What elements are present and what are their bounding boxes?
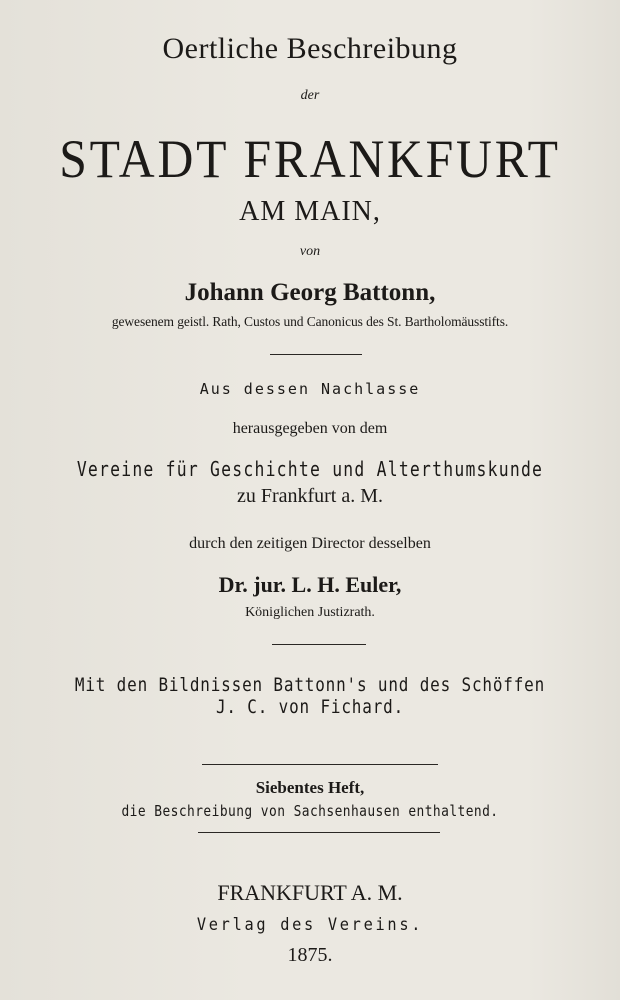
volume-number: Siebentes Heft, (255, 778, 365, 797)
portraits-line-1: Mit den Bildnissen Battonn's und des Schöffen (74, 674, 546, 696)
by-word: von (299, 244, 321, 259)
divider-3 (202, 764, 438, 765)
society-line-2: zu Frankfurt a. M. (236, 485, 384, 507)
editor-name: Dr. jur. L. H. Euler, (218, 572, 402, 597)
imprint-place: FRANKFURT A. M. (217, 880, 403, 905)
imprint-year: 1875. (287, 944, 333, 966)
editor-title: Königlichen Justizrath. (245, 605, 375, 620)
society-line-1: Vereine für Geschichte und Alterthumskunde (76, 457, 544, 481)
divider-4 (198, 832, 440, 833)
title-city: STADT FRANKFURT (59, 129, 561, 189)
published-by-line: herausgegeben von dem (232, 420, 388, 437)
volume-description: die Beschreibung von Sachsenhausen enthaltend. (121, 802, 499, 820)
director-intro: durch den zeitigen Director desselben (189, 535, 431, 552)
author-name: Johann Georg Battonn, (184, 279, 436, 306)
imprint-publisher: Verlag des Vereins. (196, 915, 424, 935)
title-river: AM MAIN, (239, 196, 381, 227)
author-description: gewesenem geistl. Rath, Custos und Canonicus des St. Bartholomäusstifts. (111, 314, 509, 329)
title-der: der (300, 88, 320, 103)
posthumous-line: Aus dessen Nachlasse (199, 380, 421, 398)
divider-1 (270, 354, 362, 355)
title-line-1: Oertliche Beschreibung (162, 32, 458, 65)
portraits-line-2: J. C. von Fichard. (215, 696, 405, 718)
divider-2 (272, 644, 366, 645)
